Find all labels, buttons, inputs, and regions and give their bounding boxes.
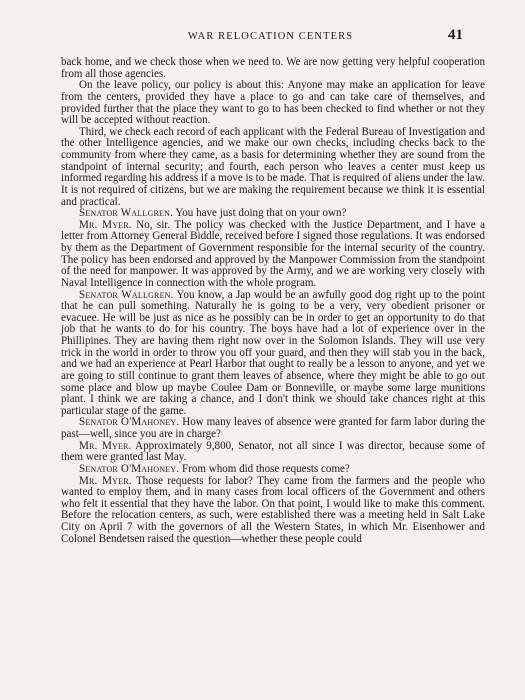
paragraph xyxy=(61,80,485,127)
speaker-name: Mr. Myer. xyxy=(79,218,132,231)
paragraph-text: Those requests for labor? They came from the farmers and the people who wanted to employ them, and in many cases from local officers of the Government and others who felt it essential that they have the labor. On that point, I would like to make this comment. Before the relocation centers, as such, were established there was a meeting held in Salt Lake City on April 7 with the governors of all the Western States, in which Mr. Eisenhower and Colonel Bendetsen raised the question—whether these people could xyxy=(61,474,485,545)
speaker-name: Senator Wallgren. xyxy=(79,207,174,220)
paragraph xyxy=(61,417,485,440)
paragraph-text: back home, and we check those when we need to. We are now getting very helpful cooperation from all those agencies. xyxy=(61,56,485,80)
paragraph xyxy=(61,476,485,546)
page-number: 41 xyxy=(448,27,463,43)
paragraph xyxy=(61,127,485,208)
body-text xyxy=(61,57,485,545)
paragraph-text: From whom did those requests come? xyxy=(182,462,350,475)
paragraph xyxy=(61,290,485,418)
paragraph xyxy=(61,441,485,464)
speaker-name: Mr. Myer. xyxy=(79,474,132,487)
paragraph-text: Approximately 9,800, Senator, not all since I was director, because some of them were granted last May. xyxy=(61,439,485,464)
paragraph-text: You know, a Jap would be an awfully good dog right up to the point that he can pull something. Naturally he is going to be a very, very obedient prisoner or evacuee. He will be just as nice as he possibly can be in order to get an opportunity to do that job that he wants to do for his country. The boys have had a lot of experience over in the Phillipines. They are having them right now over in the Solomon Islands. They will use very trick in the world in order to throw you off your guard, and then they will stab you in the back, and we had an experience at Pearl Harbor that ought to really be a lesson to anyone, and yet we are going to still continue to grant them leaves of absence, where they might be able to go out some place and blow up maybe Coulee Dam or Bonneville, or maybe some large munitions plant. I think we are taking a chance, and I don't think we should take chances right at this particular stage of the game. xyxy=(61,288,485,417)
paragraph-text: How many leaves of absence were granted for farm labor during the past—well, since you are in charge? xyxy=(61,416,485,440)
speaker-name: Mr. Myer. xyxy=(79,439,132,452)
speaker-name: Senator O'Mahoney. xyxy=(79,462,180,475)
paragraph-text: On the leave policy, our policy is about this: Anyone may make an application for leave from the centers, provided they have a place to go and can take care of themselves, and provided further that the place they want to go to has been checked to find whether or not they will be accepted without reaction. xyxy=(61,79,485,127)
speaker-name: Senator Wallgren. xyxy=(79,288,174,301)
paragraph-text: Third, we check each record of each applicant with the Federal Bureau of Investigation and the other Intelligence agencies, and we make our own checks, including checks back to the community from where they came, as a basis for determining whether they are sound from the standpoint of internal security; and fourth, each person who leaves a center must keep us informed regarding his address if a move is to be made. That is required of aliens under the law. It is not required of citizens, but we are making the requirement because we think it is essential and practical. xyxy=(61,125,485,208)
paragraph-text: No, sir. The policy was checked with the Justice Department, and I have a letter from Attorney General Biddle, received before I signed those regulations. It was endorsed by them as the Department of Government responsible for the internal security of the country. The policy has been endorsed and approved by the Manpower Commission from the standpoint of the need for manpower. It was approved by the Army, and we are working very closely with Naval Intelligence in connection with the whole program. xyxy=(61,218,485,289)
page-header xyxy=(0,29,525,47)
paragraph-text: You have just doing that on your own? xyxy=(175,207,347,220)
paragraph xyxy=(61,220,485,290)
speaker-name: Senator O'Mahoney. xyxy=(79,416,180,429)
running-head: WAR RELOCATION CENTERS xyxy=(187,31,354,42)
paragraph xyxy=(61,57,485,80)
